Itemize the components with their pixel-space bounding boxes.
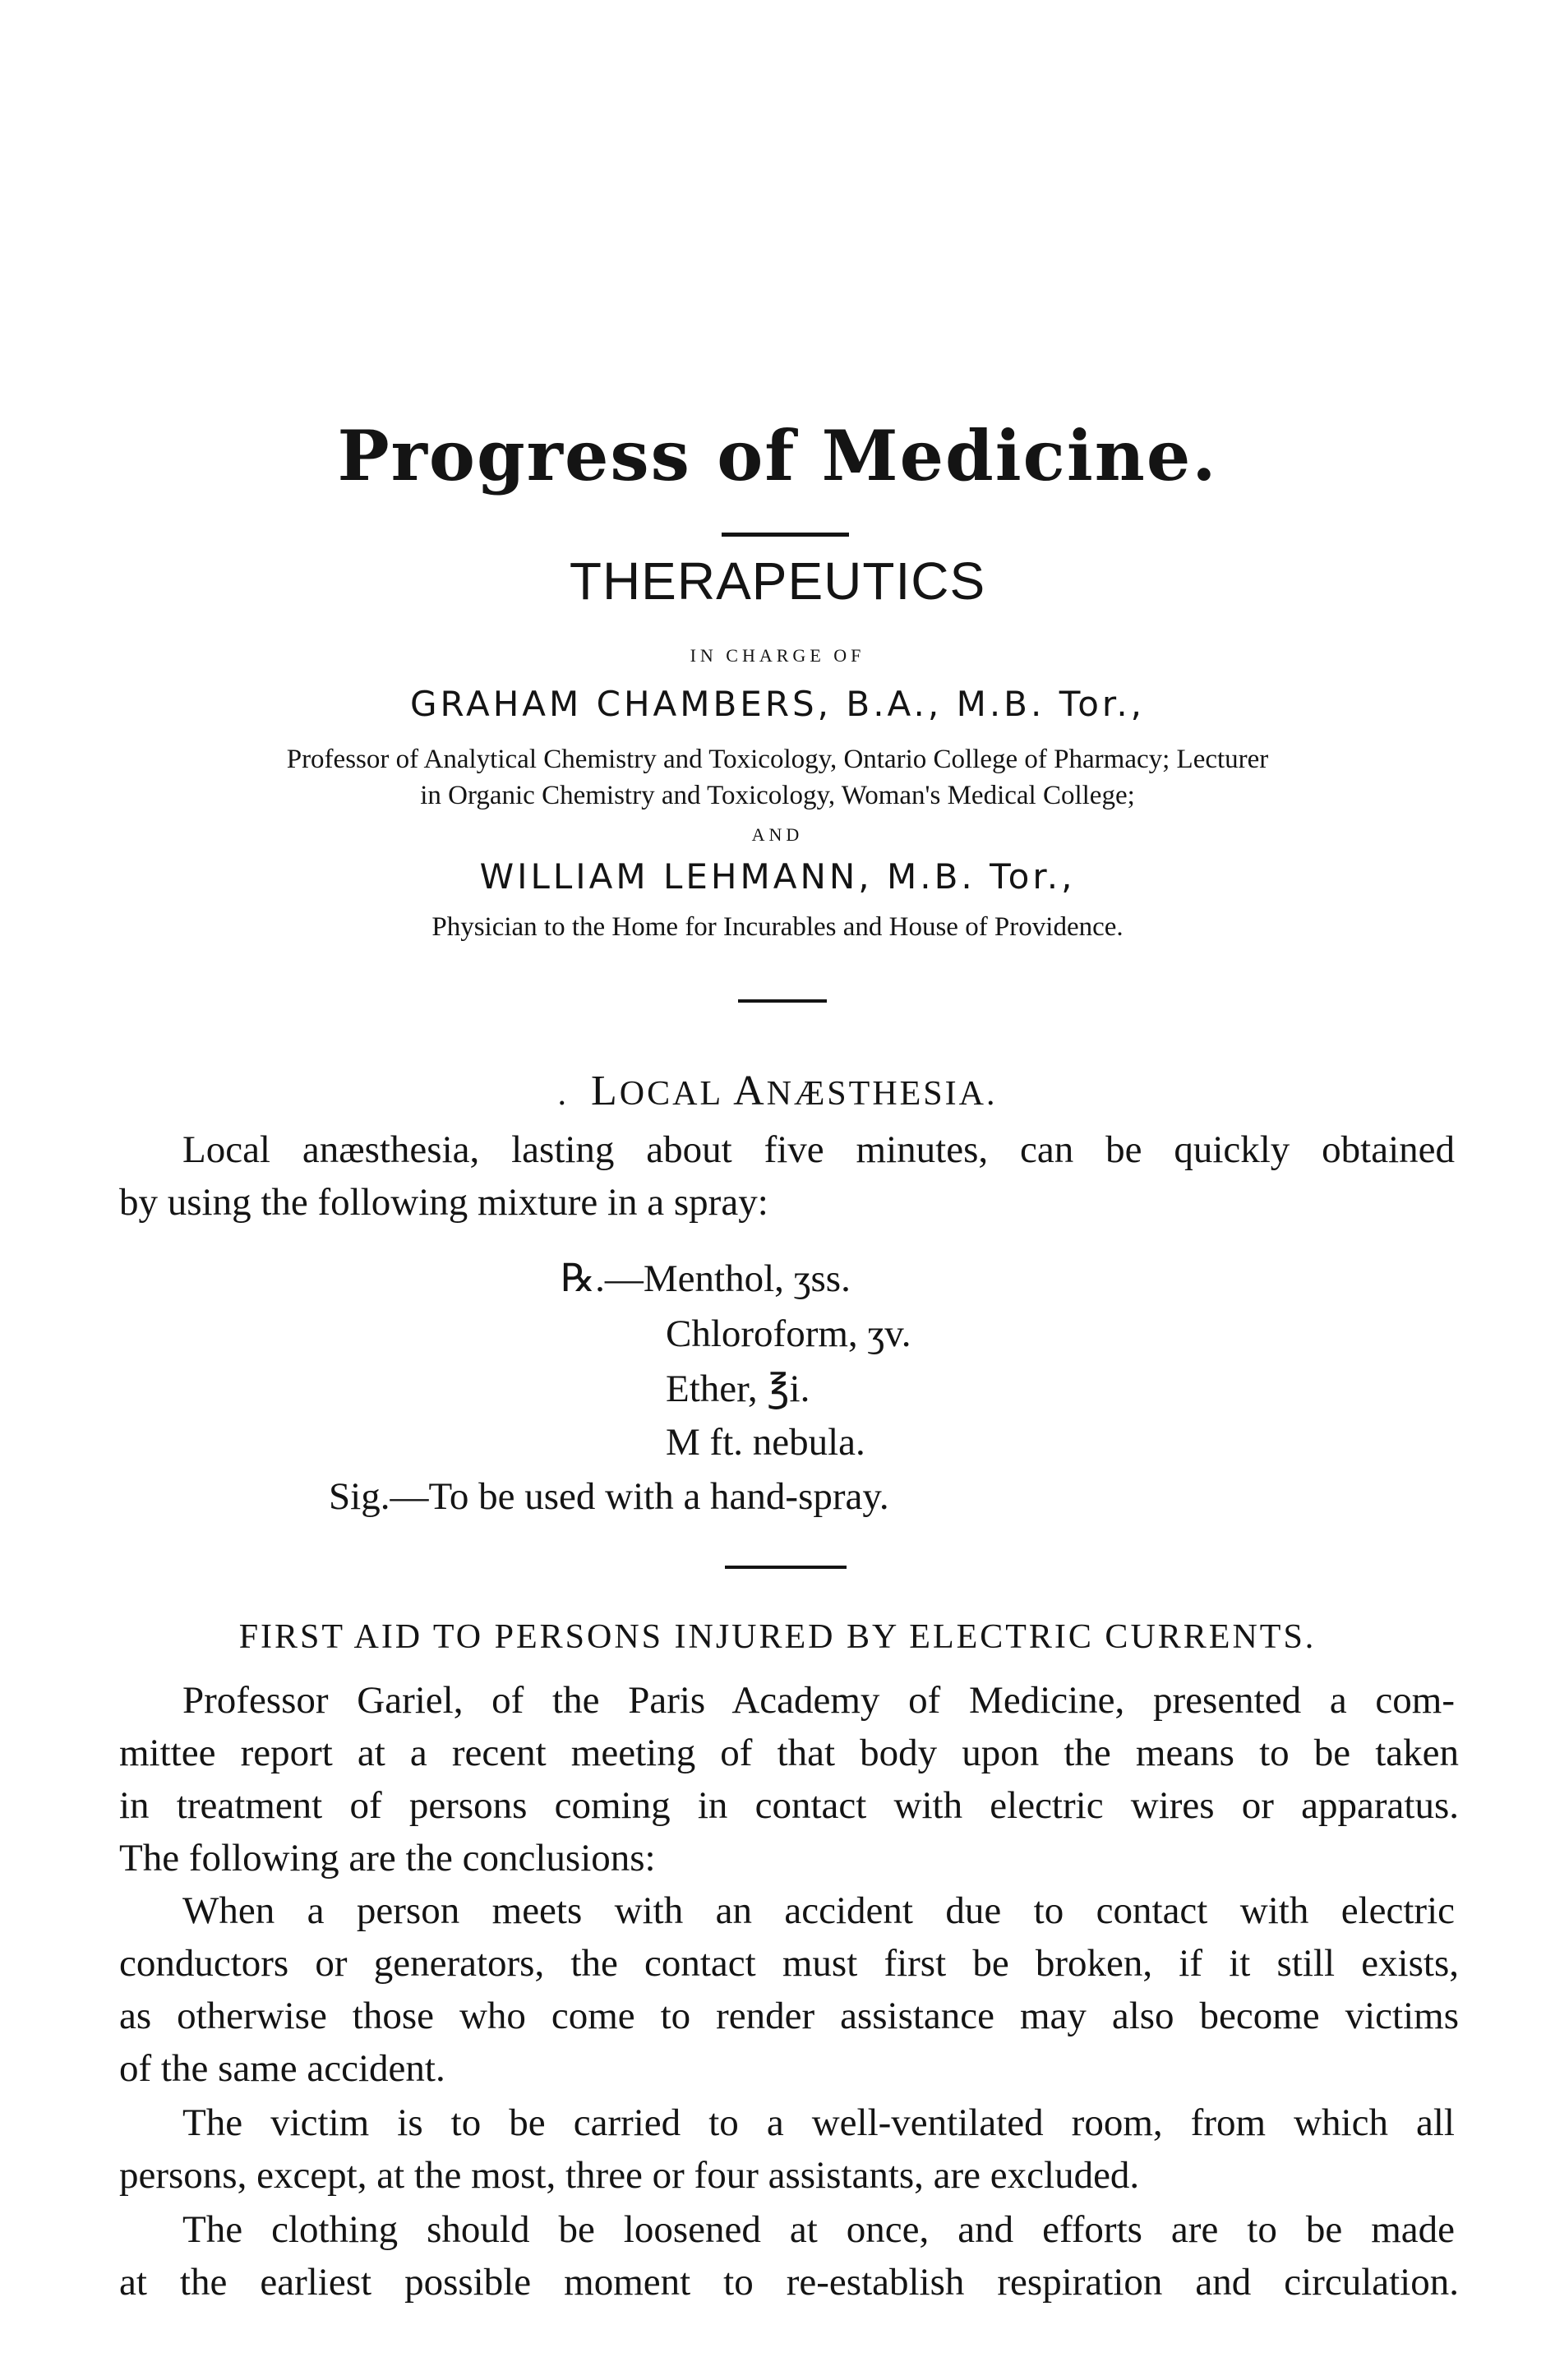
article2-p4-line1: The clothing should be loosened at once, and efforts are to be made: [182, 2208, 1455, 2251]
article2-p3-line2: persons, except, at the most, three or four assistants, are excluded.: [119, 2154, 1140, 2197]
article2-p2-line2: conductors or generators, the contact must first be broken, if it still exists,: [119, 1942, 1459, 1985]
article2-p3-line1: The victim is to be carried to a well-ventilated room, from which all: [182, 2101, 1455, 2144]
article2-p1-line3: in treatment of persons coming in contact with electric wires or apparatus.: [119, 1784, 1459, 1827]
prescription-line2: Chloroform, ʒv.: [666, 1312, 911, 1355]
article1-heading: [0, 1067, 1555, 1115]
prescription-line4: M ft. nebula.: [666, 1421, 865, 1464]
article2-p1-line2: mittee report at a recent meeting of that body upon the means to be taken: [119, 1732, 1459, 1774]
prescription-signature: Sig.—To be used with a hand-spray.: [329, 1475, 889, 1518]
heading-mark: .: [557, 1075, 570, 1113]
article2-p2-line4: of the same accident.: [119, 2047, 445, 2090]
editor1-name: GRAHAM CHAMBERS, B.A., M.B. Tor.,: [409, 684, 1146, 724]
article2-p2-line3: as otherwise those who come to render assistance may also become victims: [119, 1995, 1459, 2037]
article1-line1: Local anæsthesia, lasting about five minutes, can be quickly obtained: [182, 1128, 1455, 1171]
editor2-name: WILLIAM LEHMANN, M.B. Tor.,: [479, 856, 1076, 897]
article2-p1-line4: The following are the conclusions:: [119, 1837, 656, 1880]
and-label: AND: [751, 824, 804, 845]
article2-heading: FIRST AID TO PERSONS INJURED BY ELECTRIC CURRENTS.: [238, 1618, 1317, 1656]
article-divider: [725, 1566, 847, 1569]
editor1-affiliation-line2: in Organic Chemistry and Toxicology, Woman's Medical College;: [420, 781, 1135, 810]
editor2-affiliation: Physician to the Home for Incurables and House of Providence.: [431, 912, 1124, 942]
article1-line2: by using the following mixture in a spray:: [119, 1181, 768, 1224]
section-divider: [738, 999, 827, 1003]
editor1-affiliation-line1: Professor of Analytical Chemistry and Toxicology, Ontario College of Pharmacy; Lecturer: [286, 745, 1269, 774]
article2-p4-line2: at the earliest possible moment to re-establish respiration and circulation.: [119, 2261, 1459, 2304]
heading-word-anaesthesia: ANÆSTHESIA.: [733, 1068, 998, 1114]
prescription-line3: Ether, ℥i.: [666, 1368, 810, 1410]
page-title: Progress of Medicine.: [337, 415, 1218, 496]
in-charge-label: IN CHARGE OF: [690, 645, 865, 666]
section-title: THERAPEUTICS: [569, 551, 986, 611]
prescription-line1: ℞.—Menthol, ʒss.: [561, 1257, 851, 1300]
article2-p2-line1: When a person meets with an accident due to contact with electric: [182, 1889, 1455, 1932]
article2-p1-line1: Professor Gariel, of the Paris Academy of Medicine, presented a com-: [182, 1679, 1455, 1722]
title-divider: [722, 533, 849, 537]
heading-word-local: LOCAL: [591, 1068, 722, 1114]
